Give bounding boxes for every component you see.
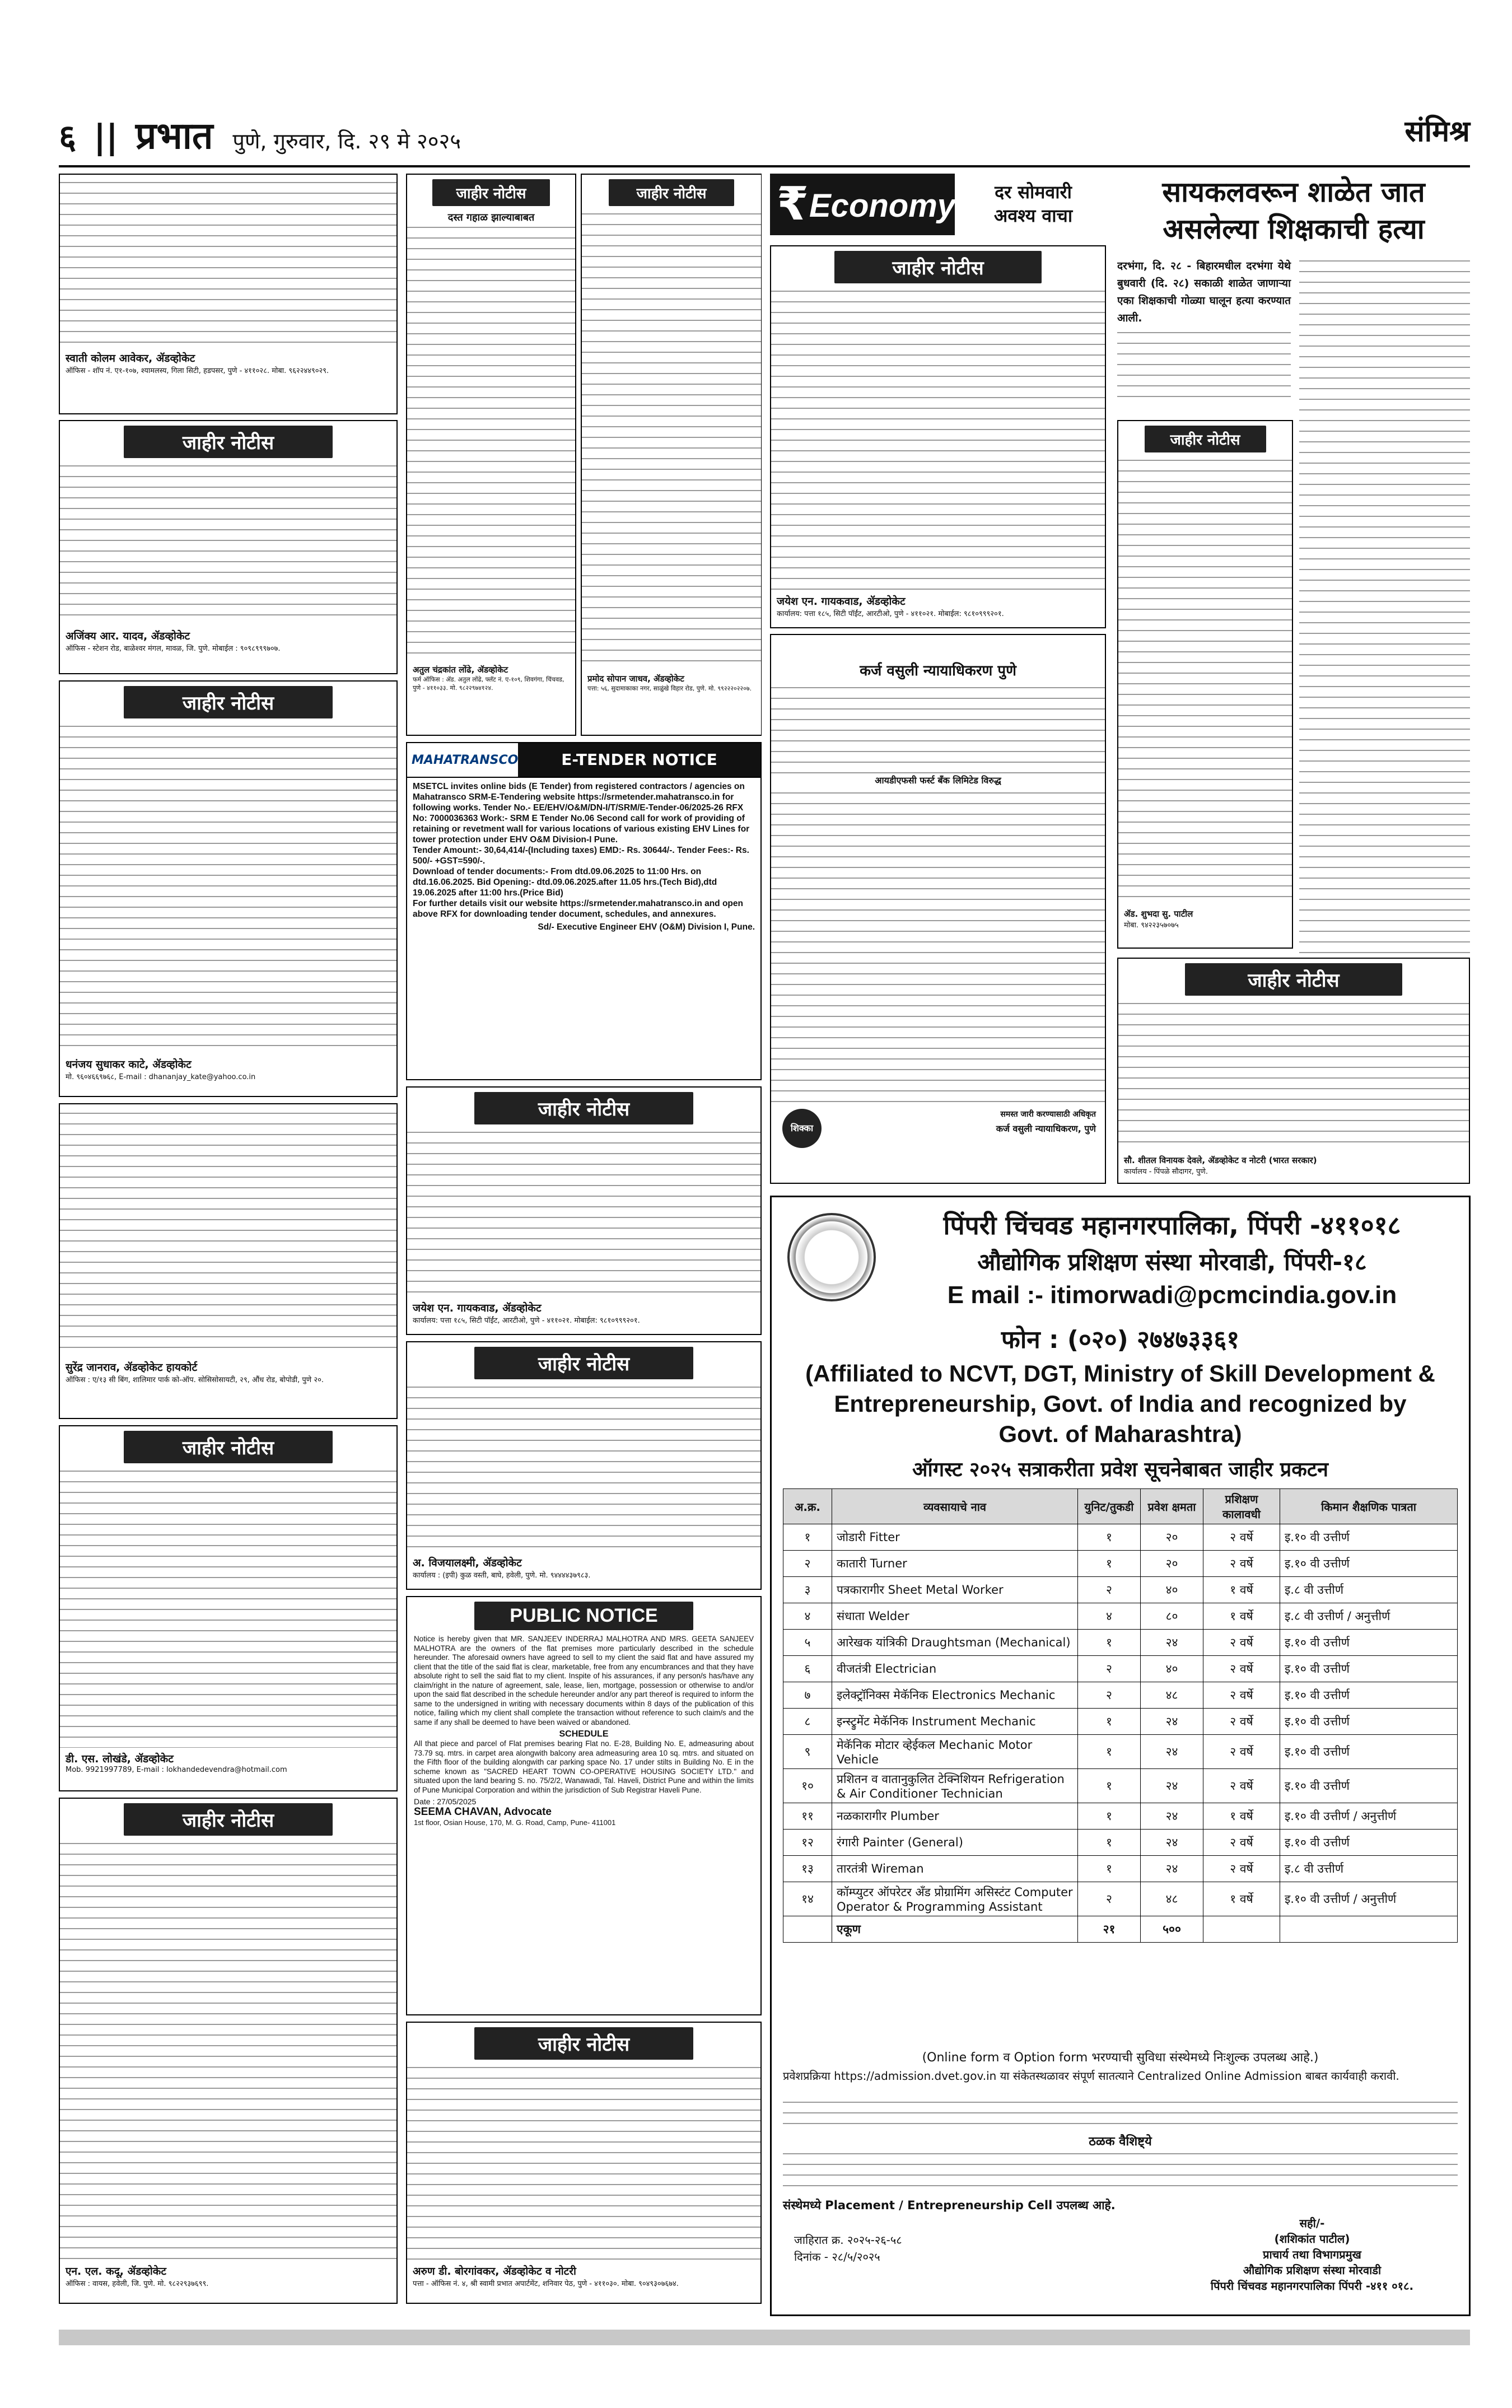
course-row xyxy=(783,1735,1458,1769)
sign-line-3: प्राचार्य तथा विभागप्रमुख xyxy=(1263,2248,1361,2261)
notice-text xyxy=(60,1110,396,1356)
course-qualification: इ.१० वी उत्तीर्ण / अनुत्तीर्ण xyxy=(1280,1803,1458,1830)
course-units: २ xyxy=(1078,1882,1141,1916)
notice-signer: अजिंक्य आर. यादव, ॲडव्होकेट xyxy=(66,630,190,642)
ad-admission: प्रवेशप्रक्रिया https://admission.dvet.gov.in या संकेतस्थळावर संपूर्ण सातत्याने Centralized Online Admission बाबत कार्यवाही करावी. xyxy=(783,2069,1399,2083)
col-units: युनिट/तुकडी xyxy=(1078,1489,1141,1524)
col-trade: व्यवसायाचे नाव xyxy=(832,1489,1078,1524)
notice-11 xyxy=(770,245,1106,628)
course-qualification: इ.१० वी उत्तीर्ण xyxy=(1280,1735,1458,1769)
notice-text xyxy=(1118,457,1292,905)
column-3 xyxy=(770,174,1106,1187)
notice-12 xyxy=(1117,420,1293,949)
sign-line-1: सही/- xyxy=(1299,2216,1325,2230)
notice-text xyxy=(60,723,396,1053)
course-duration: २ वर्षे xyxy=(1203,1769,1280,1803)
course-capacity: ४० xyxy=(1141,1656,1203,1682)
course-row xyxy=(783,1769,1458,1803)
course-capacity: २४ xyxy=(1141,1630,1203,1656)
course-duration: २ वर्षे xyxy=(1203,1551,1280,1577)
course-trade: कॉम्प्युटर ऑपरेटर अँड प्रोग्रामिंग असिस्टंट Computer Operator & Programming Assistant xyxy=(832,1882,1078,1916)
notice-signer: अरुण डी. बोरगांवकर, ॲडव्होकेट व नोटरी xyxy=(413,2265,576,2278)
course-sr: १२ xyxy=(783,1830,832,1856)
course-trade: आरेखक यांत्रिकी Draughtsman (Mechanical) xyxy=(832,1630,1078,1656)
course-trade: इन्स्ट्रुमेंट मेकॅनिक Instrument Mechanic xyxy=(832,1709,1078,1735)
notice-heading: जाहीर नोटीस xyxy=(124,426,333,458)
course-qualification xyxy=(1280,1916,1458,1943)
course-units: १ xyxy=(1078,1551,1141,1577)
course-table-wrapper xyxy=(783,1488,1458,1943)
notice-heading: जाहीर नोटीस xyxy=(124,1803,333,1836)
notice-signer: स्वाती कोलम आवेकर, ॲडव्होकेट xyxy=(66,352,195,365)
course-trade: नळकारागीर Plumber xyxy=(832,1803,1078,1830)
course-qualification: इ.१० वी उत्तीर्ण xyxy=(1280,1769,1458,1803)
course-table xyxy=(783,1488,1458,1943)
news-story-left xyxy=(1117,258,1291,405)
notice-signer: ॲड. शुभदा सु. पाटील xyxy=(1124,909,1193,919)
notice-address: ऑफिस - शॉप नं. ए१-१०७, श्यामलस्य, गिला सिटी, हडपसर, पुणे - ४११०२८. मोबा. ९६२२४४९०२९. xyxy=(66,367,329,375)
notice-address: पत्ता: ५६, सुदामाकाका नगर, साळुंखे विहार रोड, पुणे. मो. ९९२२२०२२०७. xyxy=(587,685,752,692)
notice-text xyxy=(60,179,396,347)
course-qualification: इ.१० वी उत्तीर्ण xyxy=(1280,1630,1458,1656)
notice-address: कार्यालय - पिंपळे सौदागर, पुणे. xyxy=(1124,1168,1208,1176)
course-total-row xyxy=(783,1916,1458,1943)
notice-13 xyxy=(1117,958,1470,1184)
course-qualification: इ.८ वी उत्तीर्ण xyxy=(1280,1577,1458,1603)
course-units: १ xyxy=(1078,1709,1141,1735)
course-duration: १ वर्षे xyxy=(1203,1803,1280,1830)
course-trade: पत्रकारागीर Sheet Metal Worker xyxy=(832,1577,1078,1603)
notice-heading: जाहीर नोटीस xyxy=(124,1431,333,1463)
course-duration: १ वर्षे xyxy=(1203,1603,1280,1630)
course-trade: वीजतंत्री Electrician xyxy=(832,1656,1078,1682)
course-units: २ xyxy=(1078,1577,1141,1603)
course-row xyxy=(783,1551,1458,1577)
notice-7 xyxy=(581,174,762,736)
course-qualification: इ.१० वी उत्तीर्ण xyxy=(1280,1656,1458,1682)
ad-placement: संस्थेमध्ये Placement / Entrepreneurship Cell उपलब्ध आहे. xyxy=(783,2199,1116,2212)
notice-address: ऑफिस : वायस, हवेली, जि. पुणे. मो. ९८२२९३७६९९. xyxy=(66,2280,209,2288)
public-notice-signer: SEEMA CHAVAN, Advocate xyxy=(414,1806,552,1818)
notice-text xyxy=(60,1840,396,2260)
course-capacity: २४ xyxy=(1141,1856,1203,1882)
notice-address: कार्यालय: पत्ता १८५, सिटी पॉईंट, आरटीओ, पुणे - ४११०२१. मोबाईल: ९८१०९९९२०१. xyxy=(777,610,1004,618)
course-units: २ xyxy=(1078,1682,1141,1709)
ad-online-note: (Online form व Option form भरण्याची सुविधा संस्थेमध्ये निःशुल्क उपलब्ध आहे.) xyxy=(922,2051,1319,2065)
notice-text xyxy=(60,1468,396,1748)
notice-2 xyxy=(59,420,398,674)
notice-6 xyxy=(59,1798,398,2304)
notice-text xyxy=(582,211,761,670)
notice-heading: जाहीर नोटीस xyxy=(124,686,333,718)
course-row xyxy=(783,1656,1458,1682)
news-headline xyxy=(1117,174,1470,248)
news-text xyxy=(1117,329,1291,405)
notice-text xyxy=(407,1384,760,1552)
course-row xyxy=(783,1524,1458,1551)
course-sr: १४ xyxy=(783,1882,832,1916)
column-1 xyxy=(59,174,398,2313)
course-row xyxy=(783,1882,1458,1916)
mahatransco-logo: MAHATRANSCO xyxy=(412,753,519,767)
notice-address: मोबा. ९४२२३५७०७५ xyxy=(1124,921,1179,930)
notice-signer: धनंजय सुधाकर काटे, ॲडव्होकेट xyxy=(66,1058,192,1071)
ad-features-text xyxy=(783,2150,1458,2195)
notice-heading: जाहीर नोटीस xyxy=(609,179,734,206)
notice-9 xyxy=(406,1341,762,1590)
court-text-top xyxy=(771,684,1105,774)
notice-heading: जाहीर नोटीस xyxy=(474,1347,693,1379)
course-duration: २ वर्षे xyxy=(1203,1630,1280,1656)
notice-signer: एन. एल. कदू, ॲडव्होकेट xyxy=(66,2265,166,2278)
course-capacity: ४८ xyxy=(1141,1882,1203,1916)
notice-heading: जाहीर नोटीस xyxy=(432,179,550,206)
notice-signer: जयेश एन. गायकवाड, ॲडव्होकेट xyxy=(413,1302,542,1314)
course-trade: प्रशितन व वातानुकुलित टेक्निशियन Refrigeration & Air Conditioner Technician xyxy=(832,1769,1078,1803)
sign-line-2: (शशिकांत पाटील) xyxy=(1274,2232,1350,2246)
course-qualification: इ.१० वी उत्तीर्ण / अनुत्तीर्ण xyxy=(1280,1882,1458,1916)
course-row xyxy=(783,1603,1458,1630)
pcmc-iti-advertisement xyxy=(770,1196,1471,2316)
course-trade: रंगारी Painter (General) xyxy=(832,1830,1078,1856)
course-sr: ९ xyxy=(783,1735,832,1769)
footer-band xyxy=(59,2330,1470,2345)
ad-features: ठळक वैशिष्ट्ये xyxy=(1089,2135,1152,2149)
course-row xyxy=(783,1856,1458,1882)
sign-line-4: औद्योगिक प्रशिक्षण संस्था मोरवाडी xyxy=(1243,2264,1382,2277)
column-4-5 xyxy=(1117,174,1470,1187)
ad-signature xyxy=(1172,2215,1452,2294)
notice-lost-deed xyxy=(406,174,576,736)
notice-address: फर्म ऑफिस : ॲड. अतुल लोंढे, फ्लॅट नं. ए-१०९, शिवगंगा, चिंचवड, पुणे - ४११०३३. मो. ९८२२९७४१२४. xyxy=(413,676,564,692)
seal: शिक्का xyxy=(782,1109,822,1148)
brand-name: प्रभात xyxy=(135,114,213,157)
course-capacity: २० xyxy=(1141,1551,1203,1577)
course-sr: १ xyxy=(783,1524,832,1551)
notice-heading: जाहीर नोटीस xyxy=(1185,963,1402,996)
notice-1 xyxy=(59,174,398,414)
course-qualification: इ.८ वी उत्तीर्ण xyxy=(1280,1856,1458,1882)
ad-subtitle: ऑगस्ट २०२५ सत्राकरीता प्रवेश सूचनेबाबत जाहीर प्रकटन xyxy=(912,1458,1328,1481)
notice-signer: डी. एस. लोखंडे, ॲडव्होकेट xyxy=(66,1753,174,1765)
sign-line-5: पिंपरी चिंचवड महानगरपालिका पिंपरी -४११ ०१८. xyxy=(1210,2279,1414,2293)
notice-address: पत्ता - ऑफिस नं. ४, श्री स्वामी प्रभात अपार्टमेंट, शनिवार पेठ, पुणे - ४११०३०. मोबा. ९०४९३०७६७४. xyxy=(413,2280,679,2288)
course-capacity: २० xyxy=(1141,1524,1203,1551)
ad-phone: फोन : (०२०) २७४७३३६१ xyxy=(1001,1326,1240,1354)
course-capacity: ५०० xyxy=(1141,1916,1203,1943)
schedule-title: SCHEDULE xyxy=(559,1729,609,1739)
course-qualification: इ.८ वी उत्तीर्ण / अनुत्तीर्ण xyxy=(1280,1603,1458,1630)
course-sr xyxy=(783,1916,832,1943)
course-sr: १३ xyxy=(783,1856,832,1882)
notice-text xyxy=(771,288,1105,590)
court-office: कर्ज वसुली न्यायाधिकरण, पुणे xyxy=(996,1123,1096,1134)
notice-address: मो. ९६०४६६९७६८, E-mail : dhananjay_kate@yahoo.co.in xyxy=(66,1073,256,1081)
course-sr: ५ xyxy=(783,1630,832,1656)
course-capacity: २४ xyxy=(1141,1769,1203,1803)
section-name: संमिश्र xyxy=(1404,115,1470,148)
course-qualification: इ.१० वी उत्तीर्ण xyxy=(1280,1709,1458,1735)
course-qualification: इ.१० वी उत्तीर्ण xyxy=(1280,1682,1458,1709)
course-duration: २ वर्षे xyxy=(1203,1830,1280,1856)
ad-title-1: पिंपरी चिंचवड महानगरपालिका, पिंपरी -४११०१८ xyxy=(943,1210,1401,1240)
notice-signer: प्रमोद सोपान जाधव, ॲडव्होकेट xyxy=(587,674,684,684)
notice-8 xyxy=(406,1086,762,1335)
course-duration: २ वर्षे xyxy=(1203,1682,1280,1709)
course-table-body xyxy=(783,1524,1458,1943)
notice-heading: जाहीर नोटीस xyxy=(474,2027,693,2060)
public-notice-date: Date : 27/05/2025 xyxy=(414,1797,477,1806)
course-units: १ xyxy=(1078,1769,1141,1803)
court-signer: समस्त जारी करण्यासाठी अधिकृत xyxy=(1000,1110,1096,1119)
col-qualification: किमान शैक्षणिक पात्रता xyxy=(1280,1489,1458,1524)
court-title: कर्ज वसुली न्यायाधिकरण पुणे xyxy=(860,662,1016,679)
notice-heading: जाहीर नोटीस xyxy=(1145,426,1266,452)
notice-heading: जाहीर नोटीस xyxy=(834,251,1042,283)
public-notice-body: Notice is hereby given that MR. SANJEEV INDERRAJ MALHOTRA AND MRS. GEETA SANJEEV MALHOTRA are the owners of the flat premises more particularly described in the schedule hereunder. The aforesaid owners have agreed to sell to my client the said flat and have assured my client that the title of the said flat is clear, marketable, free from any encumbrances and that they have absolute right to sell the said flat to my client. Inspite of his assurances, if any person/s has/have any claim/right in the nature of agreement, sale, lease, lien, mortgage, possession or otherwise to and/or upon the said flat described in the schedule hereunder and/or any part thereof is required to inform the same to the undersigned in writing with necessary documents within 8 days of the publication of this notice, failing which my client shall complete the transaction without reference to such claim/s and the same if any shall be deemed to have been waived or abandoned. xyxy=(414,1635,754,1726)
course-row xyxy=(783,1682,1458,1709)
course-sr: ६ xyxy=(783,1656,832,1682)
course-row xyxy=(783,1577,1458,1603)
course-trade: तारतंत्री Wireman xyxy=(832,1856,1078,1882)
tender-download: Download of tender documents:- From dtd.09.06.2025 to 11:00 Hrs. on dtd.16.06.2025. Bid Opening:- dtd.09.06.2025.after 11.05 hrs.(Tech Bid),dtd 19.06.2025 after 11:00 hrs.(Price Bid) xyxy=(413,867,717,898)
course-units: १ xyxy=(1078,1856,1141,1882)
column-2 xyxy=(406,174,762,2313)
economy-tagline xyxy=(963,180,1103,227)
notice-subtitle: दस्त गहाळ झाल्याबाबत xyxy=(447,212,535,223)
course-row xyxy=(783,1803,1458,1830)
course-table-header xyxy=(783,1489,1458,1524)
course-units: २ xyxy=(1078,1656,1141,1682)
tender-title: E-TENDER NOTICE xyxy=(518,743,760,777)
course-duration: २ वर्षे xyxy=(1203,1856,1280,1882)
course-row xyxy=(783,1830,1458,1856)
ad-email: E mail :- itimorwadi@pcmcindia.gov.in xyxy=(947,1281,1397,1309)
notice-signer: सुरेंद्र जानराव, ॲडव्होकेट हायकोर्ट xyxy=(66,1361,198,1374)
notice-signer: अतुल चंद्रकांत लोंढे, ॲडव्होकेट xyxy=(413,665,508,675)
course-duration: २ वर्षे xyxy=(1203,1656,1280,1682)
public-notice xyxy=(406,1596,762,2015)
tender-details: For further details visit our website https://srmetender.mahatransco.in and open above RFX for downloading tender document, schedules, and annexures. xyxy=(413,899,743,919)
course-capacity: ८० xyxy=(1141,1603,1203,1630)
notice-text xyxy=(60,463,396,625)
notice-3 xyxy=(59,680,398,1097)
course-units: १ xyxy=(1078,1735,1141,1769)
course-row xyxy=(783,1709,1458,1735)
course-duration: १ वर्षे xyxy=(1203,1577,1280,1603)
court-text xyxy=(771,790,1105,1103)
course-sr: ३ xyxy=(783,1577,832,1603)
economy-banner xyxy=(770,174,955,235)
course-sr: ८ xyxy=(783,1709,832,1735)
course-duration: २ वर्षे xyxy=(1203,1709,1280,1735)
course-capacity: २४ xyxy=(1141,1709,1203,1735)
notice-10 xyxy=(406,2022,762,2304)
course-units: ४ xyxy=(1078,1603,1141,1630)
course-sr: १० xyxy=(783,1769,832,1803)
notice-signer: अ. विजयालक्ष्मी, ॲडव्होकेट xyxy=(413,1557,522,1569)
court-notice xyxy=(770,634,1106,1184)
notice-text xyxy=(1118,1000,1469,1151)
col-capacity: प्रवेश क्षमता xyxy=(1141,1489,1203,1524)
course-units: १ xyxy=(1078,1830,1141,1856)
notice-address: कार्यालय: पत्ता १८५, सिटी पॉईंट, आरटीओ, पुणे - ४११०२१. मोबाईल: ९८१०९९९२०१. xyxy=(413,1317,640,1325)
notice-4 xyxy=(59,1103,398,1419)
course-trade: एकूण xyxy=(832,1916,1078,1943)
course-trade: मेकॅनिक मोटार व्हेईकल Mechanic Motor Vehicle xyxy=(832,1735,1078,1769)
headline-line-1: सायकलवरून शाळेत जात xyxy=(1162,176,1425,208)
course-duration: २ वर्षे xyxy=(1203,1735,1280,1769)
course-trade: जोडारी Fitter xyxy=(832,1524,1078,1551)
schedule-text: All that piece and parcel of Flat premises bearing Flat no. E-28, Building No. E, admeasuring about 73.79 sq. mtrs. in carpet area alongwith balcony area admeasuring area 10 sq. mtrs. and situated on the Fifth floor of the building alongwith car parking space No. 17 under stilts in Building No. E in the scheme known as "SACRED HEART TOWN CO-OPERATIVE HOUSING SOCIETY LTD." and situated upon the land bearing S. no. 75/2/2, Wanawadi, Tal. Haveli, District Pune and within the limits of Pune Municipal Corporation and within the jurisdiction of Sub Registrar Haveli Pune. xyxy=(414,1739,754,1794)
public-notice-address: 1st floor, Osian House, 170, M. G. Road, Camp, Pune- 411001 xyxy=(414,1818,616,1827)
course-row xyxy=(783,1630,1458,1656)
dateline: पुणे, गुरुवार, दि. २९ मे २०२५ xyxy=(232,129,461,153)
notice-address: ऑफिस - स्टेशन रोड, बाळेश्वर मंगल, मावळ, जि. पुणे. मोबाईल : ९०९८९९९७०७. xyxy=(66,645,281,653)
course-trade: कातारी Turner xyxy=(832,1551,1078,1577)
course-capacity: ४० xyxy=(1141,1577,1203,1603)
course-qualification: इ.१० वी उत्तीर्ण xyxy=(1280,1524,1458,1551)
news-story-right xyxy=(1299,258,1470,1075)
public-notice-title: PUBLIC NOTICE xyxy=(474,1602,693,1630)
ad-date: दिनांक - २८/५/२०२५ xyxy=(794,2250,880,2264)
notice-text xyxy=(407,2064,760,2260)
course-units: २१ xyxy=(1078,1916,1141,1943)
notice-signer: जयेश एन. गायकवाड, ॲडव्होकेट xyxy=(777,595,906,608)
col-sr: अ.क्र. xyxy=(783,1489,832,1524)
course-capacity: २४ xyxy=(1141,1830,1203,1856)
course-sr: ४ xyxy=(783,1603,832,1630)
masthead xyxy=(59,98,1470,167)
course-capacity: ४८ xyxy=(1141,1682,1203,1709)
col-duration: प्रशिक्षण कालावधी xyxy=(1203,1489,1280,1524)
notice-5 xyxy=(59,1425,398,1791)
news-dateline: दरभंगा, दि. २८ - बिहारमधील दरभंगा येथे बुधवारी (दि. २८) सकाळी शाळेत जाणाऱ्या एका शिक्षकाची गोळ्या घालून हत्या करण्यात आली. xyxy=(1117,260,1291,324)
notice-text xyxy=(407,1129,760,1297)
ad-affiliation: (Affiliated to NCVT, DGT, Ministry of Skill Development & Entrepreneurship, Govt. of India and recognized by Govt. of Maharashtra) xyxy=(805,1360,1435,1447)
course-units: १ xyxy=(1078,1630,1141,1656)
course-duration xyxy=(1203,1916,1280,1943)
notice-signer: सौ. शीतल विनायक देवले, ॲडव्होकेट व नोटरी (भारत सरकार) xyxy=(1124,1155,1317,1165)
course-capacity: २४ xyxy=(1141,1735,1203,1769)
notice-address: Mob. 9921997789, E-mail : lokhandedevendra@hotmail.com xyxy=(66,1766,287,1774)
pcmc-emblem-icon xyxy=(787,1213,876,1301)
masthead-left: ६ || प्रभात पुणे, गुरुवार, दि. २९ मे २०२५ xyxy=(59,114,461,157)
notice-text xyxy=(407,224,575,661)
tender-amount: Tender Amount:- 30,64,414/-(Including taxes) EMD:- Rs. 30644/-. Tender Fees:- Rs. 500/- +GST=590/-. xyxy=(413,846,749,866)
tender-text: MSETCL invites online bids (E Tender) from registered contractors / agencies on Mahatransco SRM-E-Tendering website https://srmetender.mahatransco.in for following works. Tender No.- EE/EHV/O&M/DN-I/T/SRM/E-Tender-06/2025-26 RFX No: 7000036363 Work:- SRM E Tender No.06 Second call for work of providing of retaining or revetment wall for various locations of various existing EHV Lines for tower protection under EHV O&M Division-I Pune. xyxy=(413,782,750,844)
course-qualification: इ.१० वी उत्तीर्ण xyxy=(1280,1830,1458,1856)
court-subtitle: आयडीएफसी फर्स्ट बँक लिमिटेड विरुद्ध xyxy=(875,775,1001,786)
notice-address: कार्यालय : (इपी) कुळ वस्ती, बाघे, हवेली, पुणे. मो. ९४४४४३७९८३. xyxy=(413,1571,591,1580)
course-trade: संधाता Welder xyxy=(832,1603,1078,1630)
course-trade: इलेक्ट्रॉनिक्स मेकॅनिक Electronics Mechanic xyxy=(832,1682,1078,1709)
e-tender-notice xyxy=(406,742,762,1080)
course-duration: २ वर्षे xyxy=(1203,1524,1280,1551)
economy-tag-1: दर सोमवारी xyxy=(995,181,1072,203)
course-sr: ११ xyxy=(783,1803,832,1830)
ad-title-2: औद्योगिक प्रशिक्षण संस्था मोरवाडी, पिंपरी-१८ xyxy=(977,1248,1367,1276)
course-sr: ७ xyxy=(783,1682,832,1709)
course-units: १ xyxy=(1078,1524,1141,1551)
economy-tag-2: अवश्य वाचा xyxy=(993,205,1073,226)
rupee-icon: ₹ xyxy=(777,178,809,231)
course-duration: १ वर्षे xyxy=(1203,1882,1280,1916)
notice-heading: जाहीर नोटीस xyxy=(474,1092,693,1124)
economy-word: Economy xyxy=(809,188,956,224)
headline-line-2: असलेल्या शिक्षकाची हत्या xyxy=(1163,213,1425,245)
course-qualification: इ.१० वी उत्तीर्ण xyxy=(1280,1551,1458,1577)
course-sr: २ xyxy=(783,1551,832,1577)
course-units: १ xyxy=(1078,1803,1141,1830)
page-number: ६ xyxy=(59,118,77,157)
ad-number: जाहिरात क्र. २०२५-२६-५८ xyxy=(794,2233,902,2247)
notice-address: ऑफिस : ए/१३ सी बिंग, शालिमार पार्क को-ऑप. सोसिसोसायटी, २९, औंध रोड, बोपोडी, पुणे २०. xyxy=(66,1376,324,1384)
course-capacity: २४ xyxy=(1141,1803,1203,1830)
tender-body xyxy=(407,778,760,936)
tender-sign: Sd/- Executive Engineer EHV (O&M) Division I, Pune. xyxy=(538,922,755,932)
ad-details xyxy=(783,2099,1458,2130)
